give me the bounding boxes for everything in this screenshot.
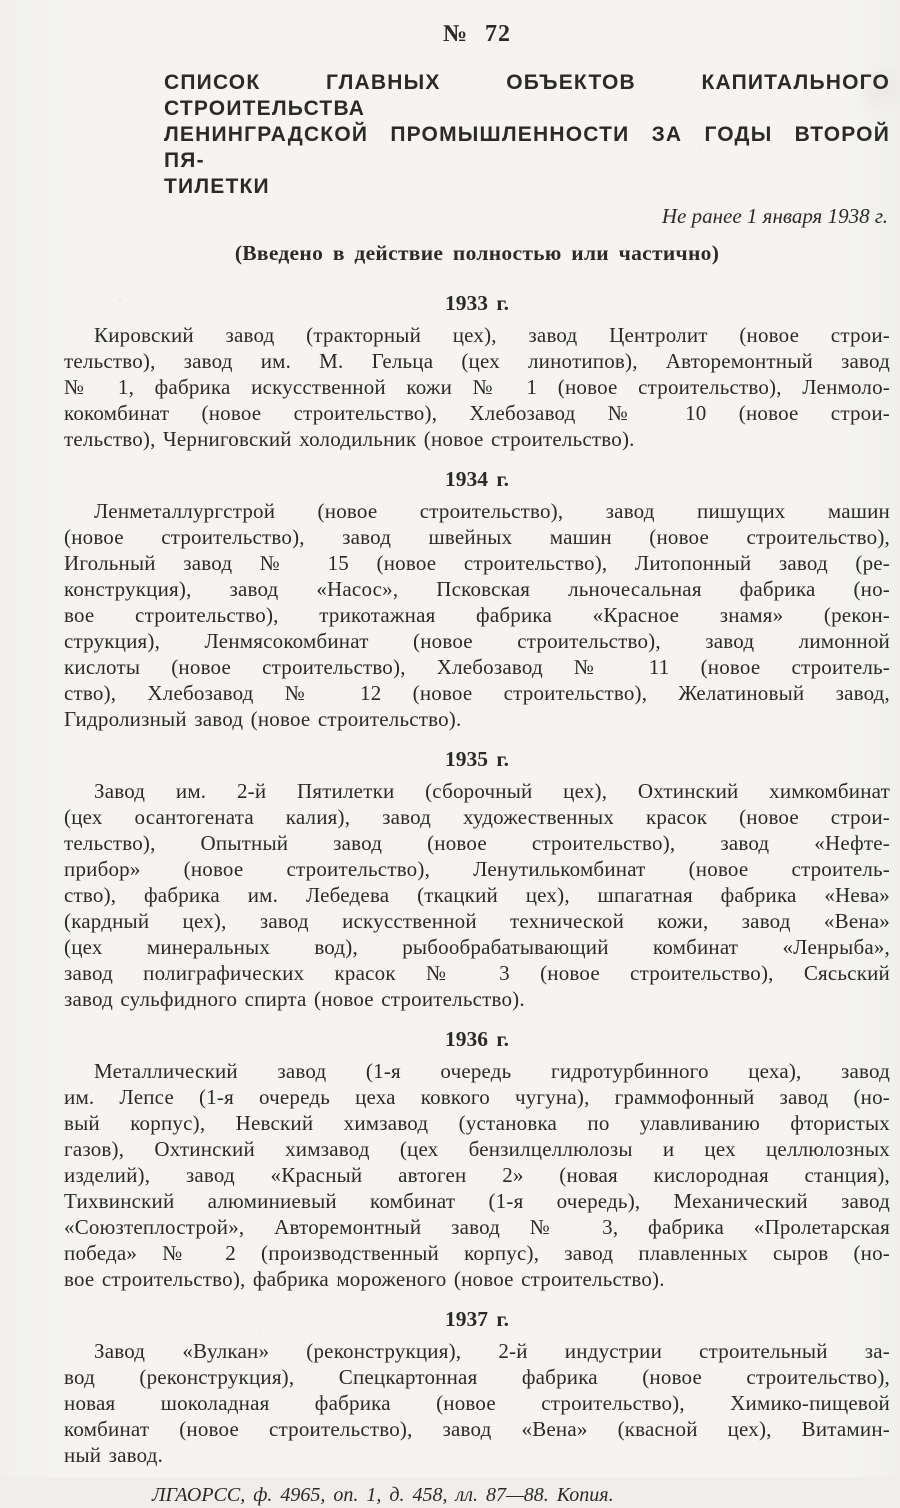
sections-container: [64, 290, 890, 1468]
year-section: [64, 466, 890, 732]
title-line-3: ТИЛЕТКИ: [164, 175, 270, 198]
text-line: тельство), Черниговский холодильник (новое строительство).: [64, 427, 635, 451]
text-line: им. Лепсе (1-я очередь цеха ковкого чугуна), граммофонный завод (но-: [64, 1085, 890, 1109]
text-line: (цех осантогената калия), завод художественных красок (новое строи-: [64, 805, 890, 829]
text-line: прибор» (новое строительство), Ленутилькомбинат (новое строитель-: [64, 857, 890, 881]
text-line: струкция), Ленмясокомбинат (новое строительство), завод лимонной: [64, 629, 890, 653]
text-line: кокомбинат (новое строительство), Хлебозавод № 10 (новое строи-: [64, 401, 890, 425]
section-year-heading: 1935 г.: [444, 747, 510, 771]
section-paragraph: [64, 1338, 890, 1468]
text-line: изделий), завод «Красный автоген 2» (новая кислородная станция),: [64, 1163, 890, 1187]
document-title: [164, 70, 890, 200]
text-line: Кировский завод (тракторный цех), завод Центролит (новое строи-: [94, 323, 890, 347]
section-paragraph: [64, 322, 890, 452]
document-number: № 72: [442, 21, 512, 47]
year-section: [64, 746, 890, 1012]
text-line: вое строительство), трикотажная фабрика «Красное знамя» (рекон-: [64, 603, 890, 627]
text-line: Завод им. 2-й Пятилетки (сборочный цех), Охтинский химкомбинат: [94, 779, 890, 803]
text-line: конструкция), завод «Насос», Псковская льночесальная фабрика (но-: [64, 577, 890, 601]
text-line: «Союзтеплострой», Авторемонтный завод № 3, фабрика «Пролетарская: [64, 1215, 890, 1239]
text-line: № 1, фабрика искусственной кожи № 1 (новое строительство), Ленмоло-: [64, 375, 890, 399]
text-line: завод полиграфических красок № 3 (новое строительство), Сясьский: [64, 961, 890, 985]
text-line: (новое строительство), завод швейных машин (новое строительство),: [64, 525, 890, 549]
text-line: вое строительство), фабрика мороженого (новое строительство).: [64, 1267, 665, 1291]
text-line: ство), Хлебозавод № 12 (новое строительство), Желатиновый завод,: [64, 681, 890, 705]
text-line: завод сульфидного спирта (новое строительство).: [64, 987, 525, 1011]
title-line-1: СПИСОК ГЛАВНЫХ ОБЪЕКТОВ КАПИТАЛЬНОГО СТРОИТЕЛЬСТВА: [164, 71, 890, 120]
text-line: вод (реконструкция), Спецкартонная фабрика (новое строительство),: [64, 1365, 890, 1389]
text-line: ство), фабрика им. Лебедева (ткацкий цех), шпагатная фабрика «Нева»: [64, 883, 890, 907]
enactment-subtitle: (Введено в действие полностью или частично): [234, 241, 720, 265]
text-line: новая шоколадная фабрика (новое строительство), Химико-пищевой: [64, 1391, 890, 1415]
section-year-heading: 1937 г.: [444, 1307, 510, 1331]
section-year-heading: 1934 г.: [444, 467, 510, 491]
text-line: комбинат (новое строительство), завод «Вена» (квасной цех), Витамин-: [64, 1417, 890, 1441]
section-paragraph: [64, 1058, 890, 1292]
section-year-heading: 1936 г.: [444, 1027, 510, 1051]
text-line: вый корпус), Невский химзавод (установка по улавливанию фтористых: [64, 1111, 890, 1135]
title-line-2: ЛЕНИНГРАДСКОЙ ПРОМЫШЛЕННОСТИ ЗА ГОДЫ ВТОРОЙ ПЯ-: [164, 123, 890, 172]
text-line: кислоты (новое строительство), Хлебозавод № 11 (новое строитель-: [64, 655, 890, 679]
section-year-heading: 1933 г.: [444, 291, 510, 315]
text-line: Металлический завод (1-я очередь гидротурбинного цеха), завод: [94, 1059, 890, 1083]
text-line: газов), Охтинский химзавод (цех бензилцеллюлозы и цех целлюлозных: [64, 1137, 890, 1161]
date-annotation: Не ранее 1 января 1938 г.: [661, 204, 888, 228]
text-line: тельство), Опытный завод (новое строительство), завод «Нефте-: [64, 831, 890, 855]
section-paragraph: [64, 778, 890, 1012]
text-line: (цех минеральных вод), рыбообрабатывающий комбинат «Ленрыба»,: [64, 935, 890, 959]
text-line: Тихвинский алюминиевый комбинат (1-я очередь), Механический завод: [64, 1189, 890, 1213]
text-line: Ленметаллургстрой (новое строительство), завод пишущих машин: [94, 499, 890, 523]
text-line: (кардный цех), завод искусственной технической кожи, завод «Вена»: [64, 909, 890, 933]
text-line: Гидролизный завод (новое строительство).: [64, 707, 462, 731]
source-citation: ЛГАОРСС, ф. 4965, оп. 1, д. 458, лл. 87—88. Копия.: [152, 1484, 614, 1506]
section-paragraph: [64, 498, 890, 732]
text-line: Завод «Вулкан» (реконструкция), 2-й индустрии строительный за-: [94, 1339, 890, 1363]
text-line: победа» № 2 (производственный корпус), завод плавленных сыров (но-: [64, 1241, 890, 1265]
year-section: [64, 290, 890, 452]
text-line: ный завод.: [64, 1443, 164, 1467]
text-line: Игольный завод № 15 (новое строительство), Литопонный завод (ре-: [64, 551, 890, 575]
document-content: [64, 20, 890, 1508]
text-line: тельство), завод им. М. Гельца (цех линотипов), Авторемонтный завод: [64, 349, 890, 373]
year-section: [64, 1306, 890, 1468]
year-section: [64, 1026, 890, 1292]
